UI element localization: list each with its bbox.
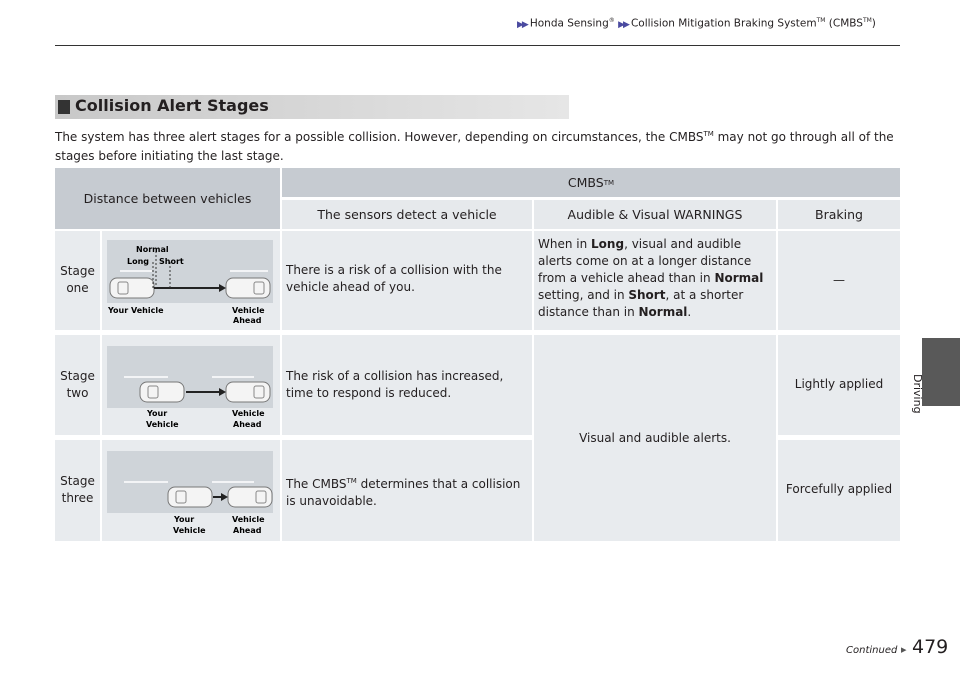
- svg-text:Ahead: Ahead: [233, 526, 262, 535]
- page-number: 479: [912, 636, 949, 658]
- stage-two-braking: Lightly applied: [794, 377, 884, 391]
- header-rule: [55, 45, 900, 46]
- stage-one-warnings: When in Long, visual and audible alerts come on at a longer distance from a vehicle ahead than in Normal setting, and in Short, at a shorter distance than in Normal.: [538, 237, 764, 319]
- intro-paragraph: The system has three alert stages for a possible collision. However, depending on circumstances, the CMBS™ may not go through all of the stages before initiating the last stage.: [55, 130, 894, 163]
- svg-text:Vehicle: Vehicle: [173, 526, 206, 535]
- svg-text:Ahead: Ahead: [233, 316, 262, 325]
- normal-label: Normal: [136, 245, 169, 254]
- your-vehicle-label: Your: [174, 515, 195, 524]
- svg-text:Ahead: Ahead: [233, 420, 262, 429]
- section-title: Collision Alert Stages: [75, 96, 269, 115]
- vehicle-ahead-label: Vehicle: [232, 306, 265, 315]
- vehicle-ahead-icon: [226, 382, 270, 402]
- continued-label: Continued: [846, 645, 898, 656]
- chapter-tab: [922, 338, 960, 406]
- your-vehicle-icon: [140, 382, 184, 402]
- breadcrumb-arrows-icon: ▶▶: [618, 19, 628, 30]
- stage-two-three-warnings: Visual and audible alerts.: [579, 430, 731, 445]
- col-header-detect: The sensors detect a vehicle: [282, 200, 532, 229]
- stage-two-label: Stage two: [60, 369, 95, 400]
- col-header-braking: Braking: [778, 200, 900, 229]
- stage-three-label: Stage three: [60, 474, 95, 505]
- short-label: Short: [159, 257, 184, 266]
- col-header-warnings: Audible & Visual WARNINGS: [534, 200, 776, 229]
- stage-three-braking: Forcefully applied: [785, 482, 893, 496]
- continued-arrow-icon: ▸: [901, 643, 907, 656]
- vehicle-ahead-icon: [228, 487, 272, 507]
- your-vehicle-label: Your Vehicle: [108, 306, 164, 315]
- vehicle-ahead-label: Vehicle: [232, 515, 265, 524]
- vehicle-ahead-icon: [226, 278, 270, 298]
- svg-text:Vehicle: Vehicle: [146, 420, 179, 429]
- running-header: ▶▶ Honda Sensing® ▶▶ Collision Mitigation Braking System™ (CMBS™): [517, 17, 876, 30]
- long-label: Long: [127, 257, 150, 266]
- stage-three-distance-diagram: [102, 440, 280, 541]
- your-vehicle-label: Your: [147, 409, 168, 418]
- your-vehicle-icon: [110, 278, 154, 298]
- your-vehicle-icon: [168, 487, 212, 507]
- stage-one-detect: There is a risk of a collision with the vehicle ahead of you.: [286, 263, 502, 294]
- section-square-icon: [58, 100, 70, 114]
- stage-two-detect: The risk of a collision has increased, time to respond is reduced.: [286, 369, 504, 400]
- vehicle-ahead-label: Vehicle: [232, 409, 265, 418]
- stage-one-label: Stage one: [60, 264, 95, 295]
- col-header-distance: Distance between vehicles: [55, 168, 280, 229]
- chapter-label: Driving: [911, 374, 924, 414]
- section-heading: [55, 95, 569, 119]
- stage-three-detect: The CMBS™ determines that a collision is unavoidable.: [286, 477, 521, 508]
- stage-one-distance-diagram: [102, 231, 280, 330]
- breadcrumb-arrows-icon: ▶▶: [517, 19, 527, 30]
- col-header-cmbs: CMBS TM: [282, 168, 900, 197]
- stage-one-braking: —: [833, 273, 845, 287]
- stage-two-distance-diagram: [102, 335, 280, 435]
